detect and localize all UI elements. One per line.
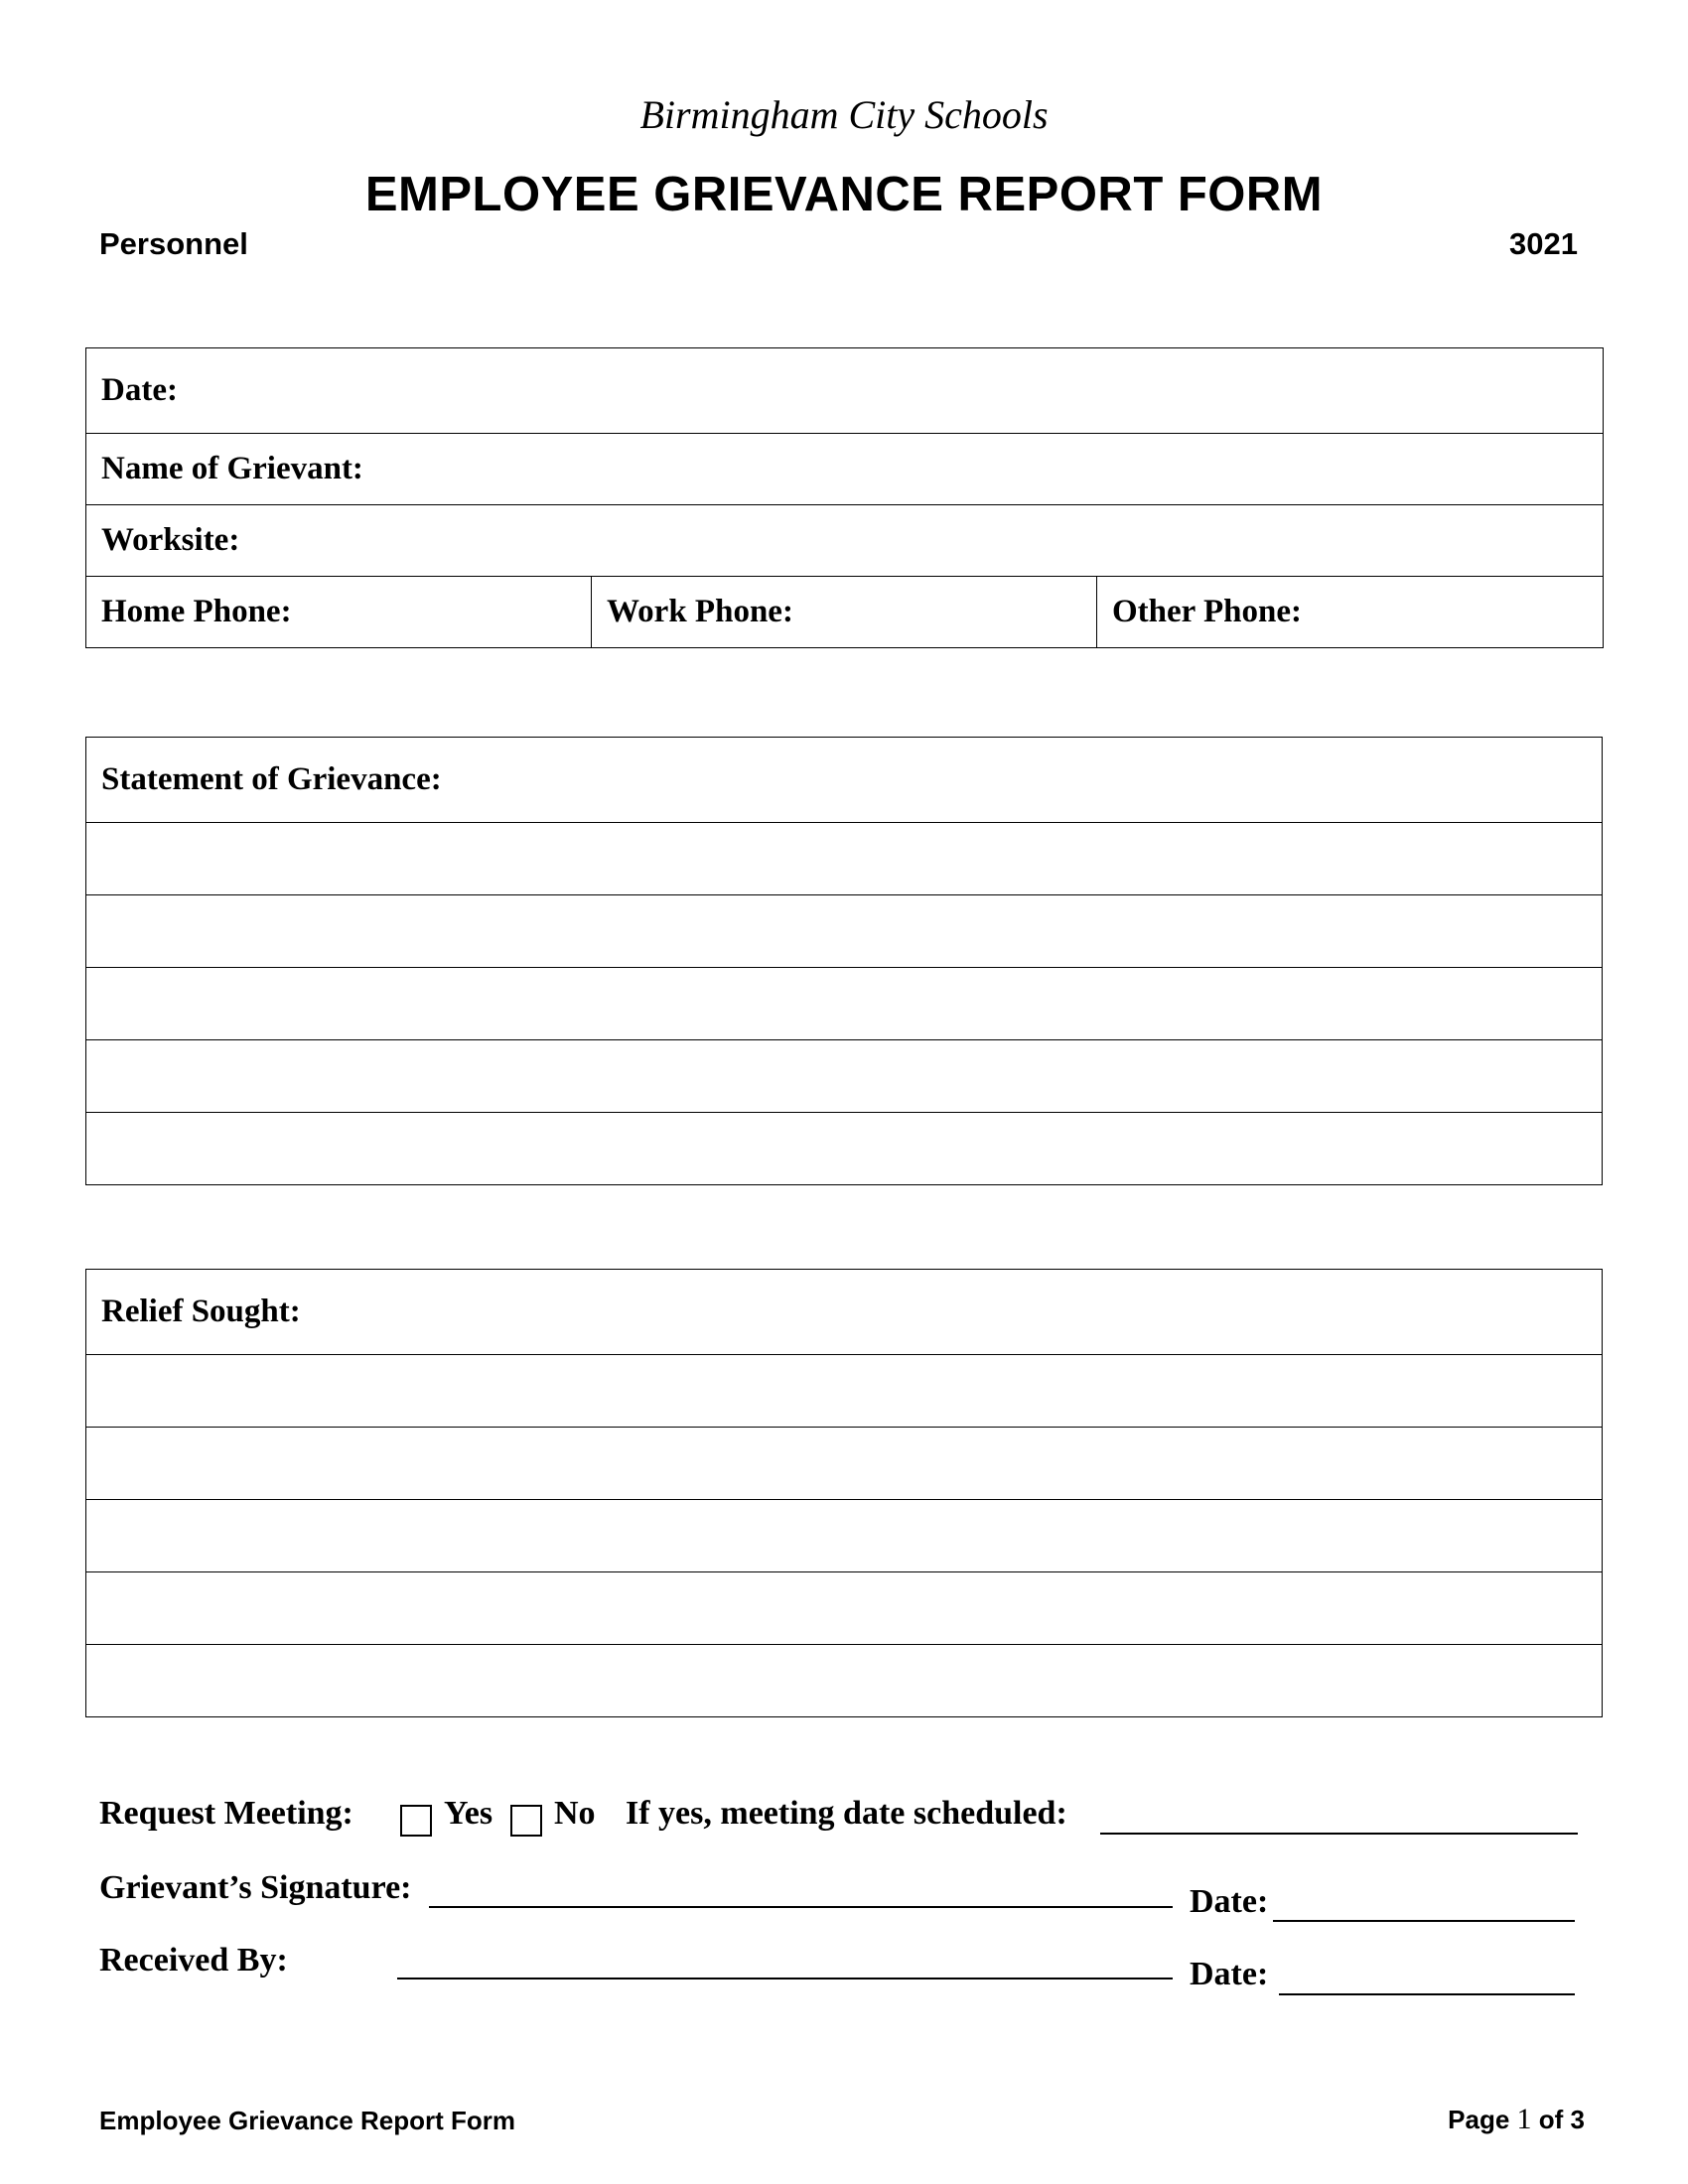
meeting-date-label: If yes, meeting date scheduled: bbox=[626, 1795, 1067, 1832]
statement-line[interactable] bbox=[86, 895, 1603, 968]
other-phone-field[interactable] bbox=[1097, 577, 1604, 648]
grievant-name-field[interactable] bbox=[86, 434, 1604, 505]
statement-header bbox=[86, 738, 1603, 823]
no-label: No bbox=[554, 1795, 596, 1832]
received-date-line[interactable] bbox=[1279, 1993, 1575, 1995]
yes-checkbox[interactable] bbox=[400, 1805, 432, 1837]
relief-label: Relief Sought: bbox=[101, 1294, 301, 1329]
page-indicator bbox=[1448, 2103, 1585, 2136]
department-label: Personnel bbox=[99, 226, 248, 261]
work-phone-field[interactable] bbox=[592, 577, 1097, 648]
date-label: Date: bbox=[101, 372, 178, 408]
grievant-info-table bbox=[85, 347, 1604, 648]
work-phone-label: Work Phone: bbox=[607, 594, 793, 629]
signature-date-line[interactable] bbox=[1273, 1920, 1575, 1922]
date-field[interactable] bbox=[86, 348, 1604, 434]
worksite-field[interactable] bbox=[86, 505, 1604, 577]
home-phone-label: Home Phone: bbox=[101, 594, 292, 629]
relief-table bbox=[85, 1269, 1603, 1717]
statement-line[interactable] bbox=[86, 968, 1603, 1040]
signature-date-label: Date: bbox=[1190, 1883, 1269, 1920]
relief-line[interactable] bbox=[86, 1355, 1603, 1428]
request-meeting-label: Request Meeting: bbox=[99, 1795, 353, 1832]
worksite-label: Worksite: bbox=[101, 522, 240, 558]
statement-label: Statement of Grievance: bbox=[101, 761, 442, 797]
page-suffix: of 3 bbox=[1538, 2105, 1585, 2134]
statement-table bbox=[85, 737, 1603, 1185]
yes-label: Yes bbox=[444, 1795, 493, 1832]
page-number: 1 bbox=[1516, 2103, 1532, 2135]
relief-line[interactable] bbox=[86, 1645, 1603, 1717]
meeting-date-line[interactable] bbox=[1100, 1833, 1578, 1835]
statement-line[interactable] bbox=[86, 1113, 1603, 1185]
grievant-signature-line[interactable] bbox=[429, 1906, 1173, 1908]
form-title: EMPLOYEE GRIEVANCE REPORT FORM bbox=[364, 168, 1324, 221]
received-date-label: Date: bbox=[1190, 1956, 1269, 1992]
no-checkbox[interactable] bbox=[510, 1805, 542, 1837]
home-phone-field[interactable] bbox=[86, 577, 592, 648]
footer-form-name: Employee Grievance Report Form bbox=[99, 2106, 516, 2135]
grievant-signature-label: Grievant’s Signature: bbox=[99, 1869, 412, 1906]
relief-header bbox=[86, 1270, 1603, 1355]
form-code: 3021 bbox=[1509, 226, 1578, 261]
received-by-line[interactable] bbox=[397, 1978, 1173, 1979]
page-prefix: Page bbox=[1448, 2105, 1510, 2134]
statement-line[interactable] bbox=[86, 823, 1603, 895]
relief-line[interactable] bbox=[86, 1572, 1603, 1645]
relief-line[interactable] bbox=[86, 1428, 1603, 1500]
received-by-label: Received By: bbox=[99, 1942, 288, 1979]
statement-line[interactable] bbox=[86, 1040, 1603, 1113]
district-name: Birmingham City Schools bbox=[639, 92, 1049, 137]
grievant-name-label: Name of Grievant: bbox=[101, 451, 363, 486]
other-phone-label: Other Phone: bbox=[1112, 594, 1302, 629]
relief-line[interactable] bbox=[86, 1500, 1603, 1572]
